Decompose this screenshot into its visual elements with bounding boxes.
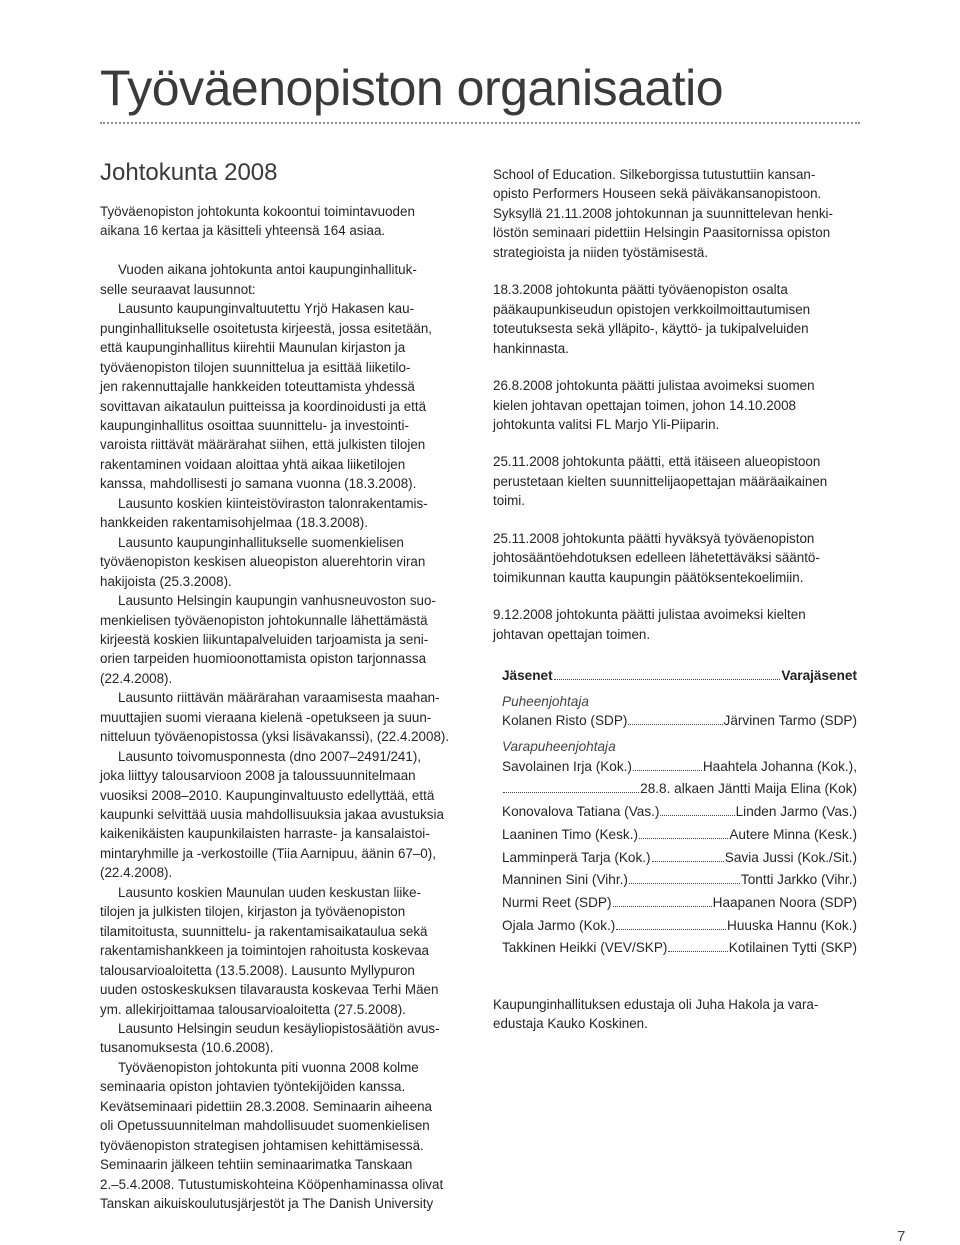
deputy-name: Savia Jussi (Kok./Sit.) bbox=[724, 849, 857, 865]
body-line: muuttajien suomi vieraana kielenä -opetukseen ja suun- bbox=[100, 709, 432, 725]
role-label: Varapuheenjohtaja bbox=[502, 739, 616, 755]
body-line: nitteluun työväenopistossa (yksi lisävakanssi), (22.4.2008). bbox=[100, 729, 450, 745]
member-row bbox=[502, 895, 857, 918]
paragraph bbox=[493, 452, 868, 510]
body-line: Lausunto kaupunginvaltuutettu Yrjö Hakasen kau- bbox=[118, 301, 415, 317]
body-line: menkielisen työväenopiston johtokunnalle lähettämästä bbox=[100, 612, 428, 628]
member-name: Lamminperä Tarja (Kok.) bbox=[502, 849, 651, 865]
body-line: punginhallitukselle osoitetusta kirjeestä, jossa esitetään, bbox=[100, 320, 432, 336]
body-line: Kevätseminaari pidettiin 28.3.2008. Seminaarin aiheena bbox=[100, 1098, 433, 1114]
body-line: Lausunto kaupunginhallitukselle suomenkielisen bbox=[118, 534, 404, 550]
dot-leader bbox=[503, 792, 639, 793]
body-line: Vuoden aikana johtokunta antoi kaupunginhallituk- bbox=[118, 262, 417, 278]
dot-leader bbox=[633, 770, 702, 771]
member-name: Savolainen Irja (Kok.) bbox=[502, 758, 632, 774]
body-line: talousarvioalоitetta (13.5.2008). Lausunto Myllypuron bbox=[100, 962, 415, 978]
body-line: Tanskan aikuiskoulutusjärjestöt ja The Danish University bbox=[100, 1196, 434, 1212]
page-number: 7 bbox=[897, 1228, 906, 1245]
member-name: Manninen Sini (Vihr.) bbox=[502, 872, 628, 888]
member-row bbox=[502, 918, 857, 941]
body-line: kaikenikäisten kaupunkilaisten harraste- ja kansalaistoi- bbox=[100, 826, 430, 842]
body-line: orien tarpeiden huomioonottamista opiston tarjonnassa bbox=[100, 651, 427, 667]
body-line: mintaryhmille ja -verkostoille (Tiia Aarnipuu, äänin 67–0), bbox=[100, 845, 436, 861]
body-line: työväenopiston strategisen johtamisen kehittämisessä. bbox=[100, 1137, 424, 1153]
left-column bbox=[100, 156, 470, 1214]
paragraph bbox=[493, 280, 868, 358]
dot-leader bbox=[668, 951, 727, 952]
dot-leader bbox=[629, 883, 740, 884]
body-line: oli Opetussuunnitelman mahdollisuudet suomenkielisen bbox=[100, 1118, 430, 1134]
body-line: hankkeiden rakentamisohjelmaa (18.3.2008). bbox=[100, 515, 368, 531]
body-line: 2.–5.4.2008. Tutustumiskohteina Kööpenhaminassa olivat bbox=[100, 1176, 444, 1192]
dot-leader bbox=[616, 929, 726, 930]
body-line: perustetaan kielten suunnittelijaopettajan määräaikainen bbox=[493, 473, 828, 489]
body-line: edustaja Kauko Koskinen. bbox=[493, 1016, 648, 1032]
page-title: Työväenopiston organisaatio bbox=[100, 60, 724, 116]
body-line: rakentaminen voidaan aloittaa yhtä aikaa liiketilojen bbox=[100, 456, 406, 472]
member-row bbox=[502, 759, 857, 782]
dot-leader bbox=[628, 724, 722, 725]
paragraph bbox=[493, 165, 868, 262]
member-row bbox=[502, 713, 857, 736]
deputy-name: Tontti Jarkko (Vihr.) bbox=[740, 872, 857, 888]
body-line: Lausunto toivomusponnesta (dno 2007–2491/241), bbox=[118, 748, 422, 764]
body-line: 26.8.2008 johtokunta päätti julistaa avoimeksi suomen bbox=[493, 378, 815, 394]
body-line: Seminaarin jälkeen tehtiin seminaarimatka Tanskaan bbox=[100, 1157, 413, 1173]
member-name: Konovalova Tatiana (Vas.) bbox=[502, 804, 660, 820]
deputy-name: Linden Jarmo (Vas.) bbox=[735, 804, 857, 820]
body-line: ym. allekirjoittamaa talousarvioaloitetta (27.5.2008). bbox=[100, 1001, 406, 1017]
member-row bbox=[502, 804, 857, 827]
body-line: Työväenopiston johtokunta piti vuonna 2008 kolme bbox=[118, 1059, 419, 1075]
member-name: Laaninen Timo (Kesk.) bbox=[502, 826, 639, 842]
dot-leader bbox=[639, 838, 728, 839]
paragraph bbox=[493, 376, 868, 434]
body-line: kielen johtavan opettajan toimen, johon 14.10.2008 bbox=[493, 397, 797, 413]
body-line: kaupunki selvittää uusia mahdollisuuksia jakaa avustuksia bbox=[100, 807, 444, 823]
body-line: tilojen ja julkisten tilojen, kirjaston ja työväenopiston bbox=[100, 904, 406, 920]
paragraph bbox=[493, 529, 868, 587]
body-line: löstön seminaari pidettiin Helsingin Paasitornissa opiston bbox=[493, 225, 831, 241]
body-line: tilamitoitusta, suunnittelu- ja rakentamisaikataulua sekä bbox=[100, 923, 428, 939]
section-heading: Johtokunta 2008 bbox=[100, 159, 278, 186]
footer-note bbox=[493, 995, 868, 1034]
intro-line: Työväenopiston johtokunta kokoontui toimintavuoden bbox=[100, 204, 415, 219]
body-line: Lausunto Helsingin seudun kesäyliopistosäätiön avus- bbox=[118, 1021, 440, 1037]
member-row bbox=[502, 940, 857, 963]
body-line: opisto Performers Houseen sekä päiväkansanopistoon. bbox=[493, 186, 822, 202]
body-line: jen rakennuttajalle hankkeiden toteuttamista yhdessä bbox=[100, 379, 415, 395]
dot-leader bbox=[613, 906, 712, 907]
body-line: 25.11.2008 johtokunta päätti, että itäiseen alueopistoon bbox=[493, 454, 821, 470]
body-line: 9.12.2008 johtokunta päätti julistaa avoimeksi kielten bbox=[493, 607, 806, 623]
member-row bbox=[502, 827, 857, 850]
body-line: kirjeestä koskien liikuntapalveluiden tarjoamista ja seni- bbox=[100, 631, 429, 647]
body-line: hakijoista (25.3.2008). bbox=[100, 573, 232, 589]
members-header bbox=[502, 668, 857, 691]
body-line: 18.3.2008 johtokunta päätti työväenopiston osalta bbox=[493, 282, 788, 298]
dot-leader bbox=[652, 861, 724, 862]
body-line: joka liittyy talousarvioon 2008 ja taloussuunnitelmaan bbox=[100, 768, 416, 784]
body-line: strategioista ja niiden työstämisestä. bbox=[493, 244, 709, 260]
body-line: seminaaria opiston johtavien työntekijöiden kanssa. bbox=[100, 1079, 406, 1095]
deputy-name: Huuska Hannu (Kok.) bbox=[727, 917, 857, 933]
deputy-name: Järvinen Tarmo (SDP) bbox=[723, 713, 857, 729]
body-line: varoista riittävät määrärahat siihen, että julkisten tilojen bbox=[100, 437, 426, 453]
body-line: sovittavan aikataulun puitteissa ja koordinoidusti ja että bbox=[100, 398, 427, 414]
body-line: Kaupunginhallituksen edustaja oli Juha Hakola ja vara- bbox=[493, 997, 819, 1012]
body-line: Lausunto koskien Maunulan uuden keskustan liike- bbox=[118, 884, 421, 900]
deputy-name: 28.8. alkaen Jäntti Maija Elina (Kok) bbox=[640, 781, 857, 797]
body-line: rakentamishankkeen ja toimintojen rahoitusta koskevaa bbox=[100, 943, 429, 959]
members-header-left: Jäsenet bbox=[502, 668, 553, 683]
deputy-name: Kotilainen Tytti (SKP) bbox=[728, 940, 857, 956]
member-name: Takkinen Heikki (VEV/SKP) bbox=[502, 940, 668, 956]
member-name: Nurmi Reet (SDP) bbox=[502, 894, 612, 910]
body-line: pääkaupunkiseudun opistojen verkkoilmoittautumisen bbox=[493, 301, 811, 317]
body-line: (22.4.2008). bbox=[100, 865, 173, 881]
body-line: School of Education. Silkeborgissa tutustuttiin kansan- bbox=[493, 167, 816, 182]
body-line: että kaupunginhallitus kiirehtii Maunulan kirjaston ja bbox=[100, 340, 406, 356]
body-line: työväenopiston tilojen suunnittelua ja esittää liiketilo- bbox=[100, 359, 411, 375]
body-line: kanssa, mahdollisesti jo samana vuonna (18.3.2008). bbox=[100, 476, 417, 492]
body-line: Lausunto Helsingin kaupungin vanhusneuvoston suo- bbox=[118, 593, 436, 609]
body-line: johtosääntöehdotuksen edelleen lähetettäväksi sääntö- bbox=[493, 550, 820, 566]
body-line: Lausunto koskien kiinteistöviraston talonrakentamis- bbox=[118, 495, 428, 511]
member-name: Kolanen Risto (SDP) bbox=[502, 713, 628, 729]
body-line: toimikunnan kautta kaupungin päätöksentekoelimiin. bbox=[493, 569, 804, 585]
paragraph bbox=[493, 605, 868, 644]
body-line: hankinnasta. bbox=[493, 340, 569, 356]
member-row bbox=[502, 850, 857, 873]
dot-leader bbox=[554, 679, 781, 680]
member-row bbox=[502, 872, 857, 895]
members-header-right: Varajäsenet bbox=[781, 668, 857, 683]
body-line: (22.4.2008). bbox=[100, 670, 173, 686]
body-line: työväenopiston keskisen alueopiston aluerehtorin viran bbox=[100, 554, 426, 570]
body-line: vuosiksi 2008–2010. Kaupunginvaltuusto edellyttää, että bbox=[100, 787, 435, 803]
body-line: johtavan opettajan toimen. bbox=[493, 626, 651, 642]
right-column bbox=[493, 165, 868, 662]
body-line: tusanomuksesta (10.6.2008). bbox=[100, 1040, 274, 1056]
deputy-name: Autere Minna (Kesk.) bbox=[729, 826, 857, 842]
member-name: Ojala Jarmo (Kok.) bbox=[502, 917, 616, 933]
body-line: Syksyllä 21.11.2008 johtokunnan ja suunnittelevan henki- bbox=[493, 205, 833, 221]
members-list bbox=[502, 668, 857, 963]
dot-leader bbox=[660, 815, 734, 816]
body-line: 25.11.2008 johtokunta päätti hyväksyä työväenopiston bbox=[493, 530, 815, 546]
deputy-name: Haahtela Johanna (Kok.), bbox=[702, 758, 857, 774]
body-line: selle seuraavat lausunnot: bbox=[100, 281, 256, 297]
body-line: kaupunginhallitus osoittaa suunnittelu- ja investointi- bbox=[100, 417, 409, 433]
body-line: Lausunto riittävän määrärahan varaamisesta maahan- bbox=[118, 690, 440, 706]
deputy-name: Haapanen Noora (SDP) bbox=[712, 894, 857, 910]
role-label: Puheenjohtaja bbox=[502, 693, 589, 709]
title-dotted-rule bbox=[100, 122, 860, 124]
intro-line: aikana 16 kertaa ja käsitteli yhteensä 164 asiaa. bbox=[100, 223, 386, 239]
body-line: johtokunta valitsi FL Marjo Yli-Piiparin. bbox=[493, 416, 720, 432]
member-row bbox=[502, 781, 857, 804]
body-line: uuden ostoskeskuksen tilavarausta koskevaa Terhi Mäen bbox=[100, 982, 439, 998]
body-line: toimi. bbox=[493, 493, 525, 509]
body-line: toteutuksesta sekä ylläpito-, käyttö- ja tukipalveluiden bbox=[493, 321, 809, 337]
